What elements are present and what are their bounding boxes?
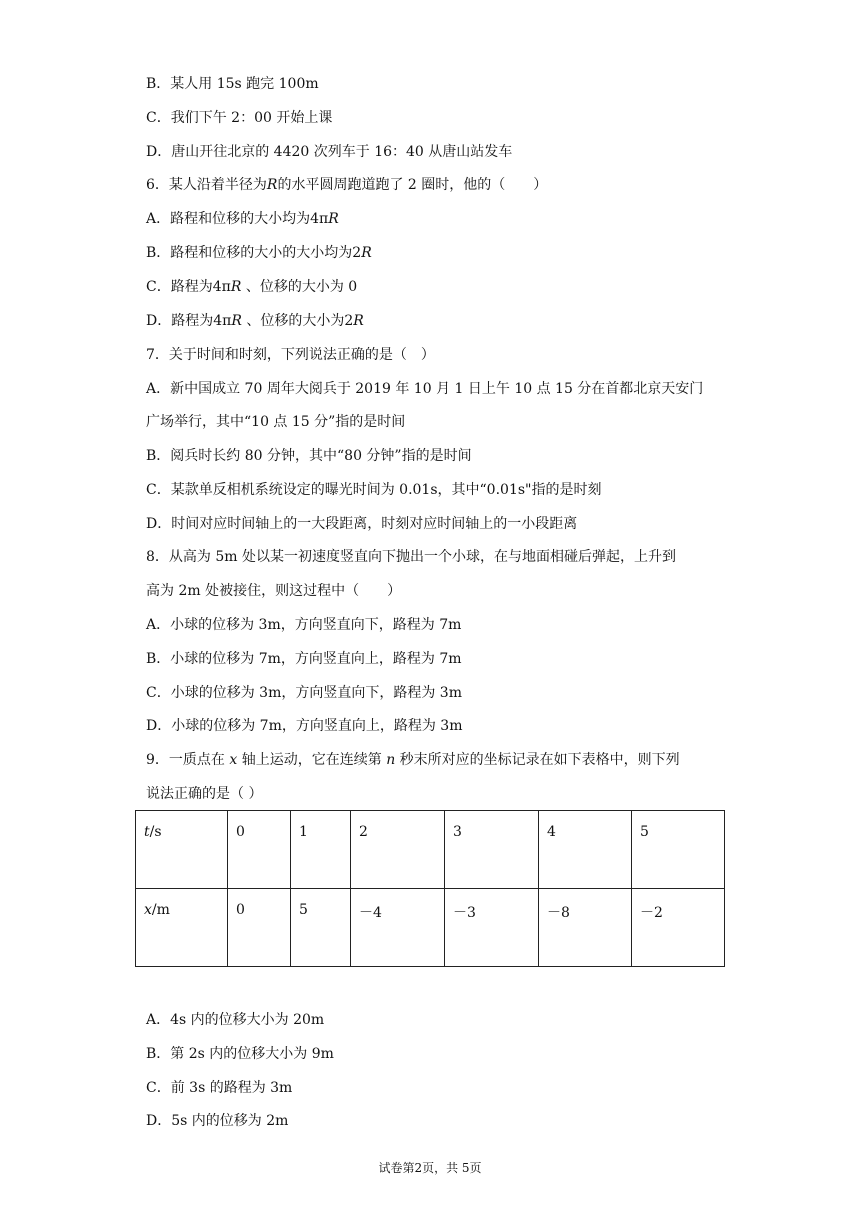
table-cell: －8 <box>539 889 632 967</box>
q6-option-c-text: C．路程为 <box>146 279 213 295</box>
table-cell: 0 <box>228 811 291 889</box>
q9-option-a: A．4s 内的位移大小为 20m <box>146 1012 325 1028</box>
q9-option-b: B．第 2s 内的位移大小为 9m <box>146 1046 334 1062</box>
table-cell: －4 <box>351 889 445 967</box>
q8-option-d: D．小球的位移为 7m，方向竖直向上，路程为 3m <box>146 718 463 734</box>
q6-option-d-mid: 、位移的大小为 <box>246 313 345 329</box>
time-unit: /s <box>149 824 162 840</box>
table-cell: 1 <box>291 811 351 889</box>
q6-stem-text-b: 的水平圆周跑道跑了 2 圈时，他的（ ） <box>277 177 548 193</box>
q6-stem <box>146 175 547 195</box>
q7-option-c: C．某款单反相机系统设定的曝光时间为 0.01s，其中“0.01s"指的是时刻 <box>146 482 602 498</box>
q8-stem-line2: 高为 2m 处被接住，则这过程中（ ） <box>146 583 402 599</box>
q6-stem-text-a: 6．某人沿着半径为 <box>146 177 267 193</box>
q5-option-b: B．某人用 15s 跑完 100m <box>146 76 319 92</box>
q9-stem-text-c: 秒末所对应的坐标记录在如下表格中，则下列 <box>399 752 680 768</box>
position-unit: /m <box>151 902 170 918</box>
table-row-position <box>136 889 725 967</box>
q5-option-d: D．唐山开往北京的 4420 次列车于 16：40 从唐山站发车 <box>146 144 513 160</box>
table-cell: 3 <box>445 811 539 889</box>
position-var: x <box>144 902 152 918</box>
table-cell: 5 <box>632 811 725 889</box>
q6-option-b-text: B．路程和位移的大小的大小均为 <box>146 245 353 261</box>
q8-option-b: B．小球的位移为 7m，方向竖直向上，路程为 7m <box>146 651 462 667</box>
q6-option-d-num2: 2 <box>344 313 354 329</box>
table-cell: 5 <box>291 889 351 967</box>
q8-stem-line1: 8．从高为 5m 处以某一初速度竖直向下抛出一个小球，在与地面相碰后弹起，上升到 <box>146 549 676 565</box>
q7-option-a-line2: 广场举行，其中“10 点 15 分”指的是时间 <box>146 414 406 430</box>
q6-option-a-var: R <box>328 211 339 227</box>
q6-option-c-post: 、位移的大小为 0 <box>245 279 358 295</box>
q9-stem-var-n: n <box>386 752 396 768</box>
table-header-position <box>136 889 228 967</box>
q9-data-table <box>135 810 725 967</box>
q6-option-c-num: 4π <box>212 279 231 295</box>
q6-option-b-num: 2 <box>352 245 362 261</box>
table-cell: 0 <box>228 889 291 967</box>
table-cell: －2 <box>632 889 725 967</box>
q8-option-a: A．小球的位移为 3m，方向竖直向下，路程为 7m <box>146 617 462 633</box>
q6-option-c-var: R <box>230 279 242 295</box>
q6-option-d <box>146 311 364 331</box>
q7-option-d: D．时间对应时间轴上的一大段距离，时刻对应时间轴上的一小段距离 <box>146 516 578 532</box>
q6-option-d-var2: R <box>353 313 364 329</box>
q9-stem-line1 <box>146 750 680 770</box>
table-cell: －3 <box>445 889 539 967</box>
table-cell: 4 <box>539 811 632 889</box>
q7-option-b: B．阅兵时长约 80 分钟，其中“80 分钟”指的是时间 <box>146 448 472 464</box>
q5-option-c: C．我们下午 2：00 开始上课 <box>146 110 333 126</box>
q6-option-a-num: 4π <box>310 211 329 227</box>
q9-option-d: D．5s 内的位移为 2m <box>146 1113 289 1129</box>
table-row-time <box>136 811 725 889</box>
q9-stem-text-a: 9．一质点在 <box>146 752 225 768</box>
table-cell: 2 <box>351 811 445 889</box>
q6-stem-var: R <box>266 177 278 193</box>
q6-option-d-text: D．路程为 <box>146 313 214 329</box>
q6-option-a-text: A．路程和位移的大小均为 <box>146 211 311 227</box>
q6-option-d-num: 4π <box>213 313 232 329</box>
q9-stem-line2: 说法正确的是（ ） <box>146 786 263 802</box>
q7-stem: 7．关于时间和时刻，下列说法正确的是（ ） <box>146 347 435 363</box>
page-footer: 试卷第2页，共 5页 <box>378 1161 482 1175</box>
time-var: t <box>144 824 150 840</box>
q6-option-b-var: R <box>361 245 372 261</box>
q6-option-b <box>146 243 372 263</box>
q9-option-c: C．前 3s 的路程为 3m <box>146 1080 293 1096</box>
table-header-time <box>136 811 228 889</box>
q9-stem-var-x: x <box>229 752 238 768</box>
q9-stem-text-b: 轴上运动，它在连续第 <box>241 752 382 768</box>
q6-option-a <box>146 209 339 229</box>
q8-option-c: C．小球的位移为 3m，方向竖直向下，路程为 3m <box>146 685 462 701</box>
q7-option-a-line1: A．新中国成立 70 周年大阅兵于 2019 年 10 月 1 日上午 10 点 15 分在首都北京天安门 <box>146 381 704 397</box>
q6-option-d-var: R <box>231 313 242 329</box>
q6-option-c <box>146 277 357 297</box>
